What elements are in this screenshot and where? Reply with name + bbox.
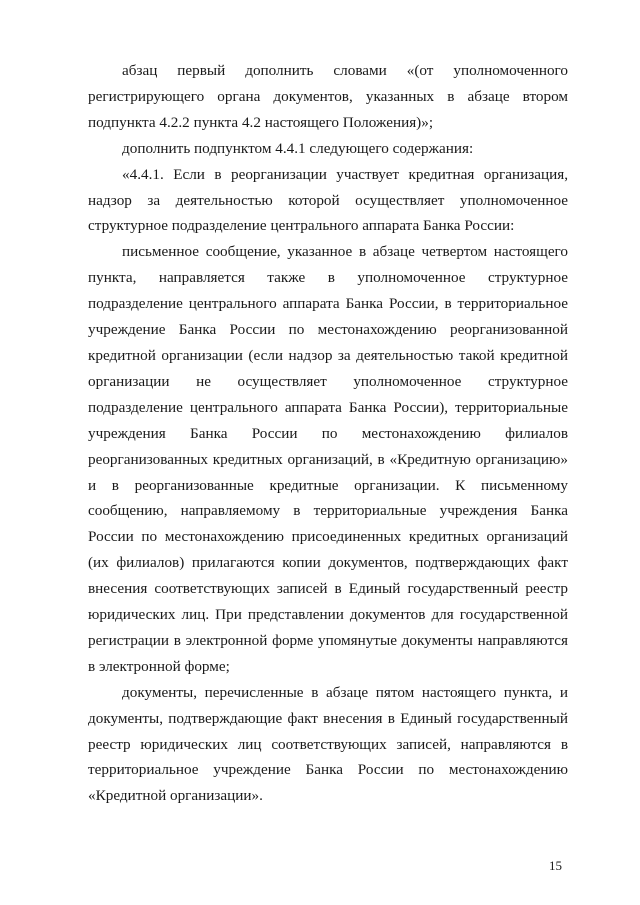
paragraph-3: «4.4.1. Если в реорганизации участвует кредитная организация, надзор за деятельностью которой осуществляет уполномоченное структурное подразделение центрального аппарата Банка России:: [88, 165, 568, 235]
document-body: [88, 58, 568, 809]
paragraph-4: письменное сообщение, указанное в абзаце четвертом настоящего пункта, направляется также в уполномоченное структурное подразделение центрального аппарата Банка России, в территориальное учреждение Банка России по местонахождению реорганизованной кредитной организации (если надзор за деятельностью такой кредитной организации не осуществляет уполномоченное структурное подразделение центрального аппарата Банка России), территориальные учреждения Банка России по местонахождению филиалов реорганизованных кредитных организаций, в «Кредитную организацию» и в реорганизованные кредитные организации. К письменному сообщению, направляемому в территориальные учреждения Банка России по местонахождению присоединенных кредитных организаций (их филиалов) прилагаются копии документов, подтверждающих факт внесения соответствующих записей в Единый государственный реестр юридических лиц. При представлении документов для государственной регистрации в электронной форме упомянутые документы направляются в электронной форме;: [88, 243, 568, 675]
paragraph-2: дополнить подпунктом 4.4.1 следующего содержания:: [122, 139, 474, 157]
paragraph-1: абзац первый дополнить словами «(от уполномоченного регистрирующего органа документов, указанных в абзаце втором подпункта 4.2.2 пункта 4.2 настоящего Положения)»;: [88, 62, 568, 131]
page-number: 15: [549, 858, 562, 873]
paragraph-5: документы, перечисленные в абзаце пятом настоящего пункта, и документы, подтверждающие факт внесения в Единый государственный реестр юридических лиц соответствующих записей, направляются в территориальное учреждение Банка России по местонахождению «Кредитной организации».: [88, 683, 568, 805]
